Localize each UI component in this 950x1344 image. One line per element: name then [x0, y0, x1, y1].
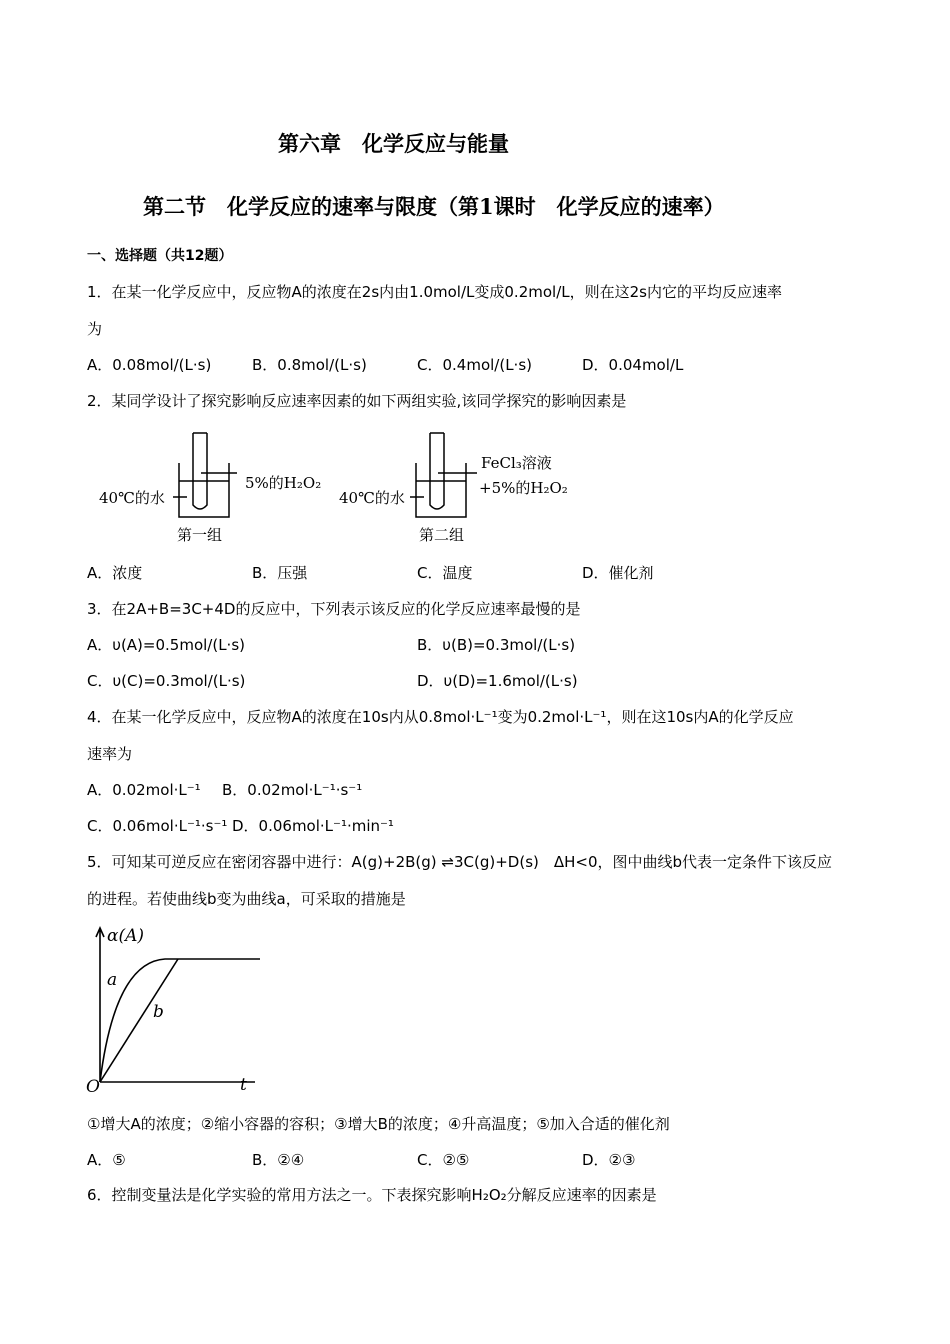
q5-stem: 5．可知某可逆反应在密闭容器中进行：A(g)+2B(g) ⇌3C(g)+D(s) ΔH<0，图中曲线b代表一定条件下该反应 — [87, 853, 833, 871]
q4-option-d: D．0.06mol·L⁻¹·min⁻¹ — [232, 817, 394, 835]
q3-option-c: C．υ(C)=0.3mol/(L·s) — [87, 672, 246, 690]
q2-option-c: C．温度 — [417, 564, 473, 582]
label-water-1: 40℃的水 — [99, 489, 165, 507]
label-group-1: 第一组 — [177, 526, 223, 544]
q5-option-b: B．②④ — [252, 1151, 305, 1169]
q5-option-a: A．⑤ — [87, 1151, 126, 1169]
q1-option-c: C．0.4mol/(L·s) — [417, 356, 532, 374]
curve-b-label: b — [153, 1002, 164, 1022]
label-water-2: 40℃的水 — [339, 489, 405, 507]
q4-option-c: C．0.06mol·L⁻¹·s⁻¹ — [87, 817, 228, 835]
q4-stem-cont: 速率为 — [87, 745, 133, 763]
conversion-time-graph — [85, 922, 270, 1097]
x-axis-label: t — [240, 1075, 247, 1095]
q1-option-a: A．0.08mol/(L·s) — [87, 356, 212, 374]
q1-stem-cont: 为 — [87, 320, 103, 338]
q4-stem: 4．在某一化学反应中，反应物A的浓度在10s内从0.8mol·L⁻¹变为0.2mol·L⁻¹，则在这10s内A的化学反应 — [87, 708, 794, 726]
q2-option-a: A．浓度 — [87, 564, 143, 582]
label-reagent-2b: +5%的H₂O₂ — [479, 479, 568, 497]
q2-option-b: B．压强 — [252, 564, 308, 582]
label-reagent-1: 5%的H₂O₂ — [245, 474, 322, 492]
q1-option-d: D．0.04mol/L — [582, 356, 684, 374]
q5-option-d: D．②③ — [582, 1151, 636, 1169]
q1-option-b: B．0.8mol/(L·s) — [252, 356, 367, 374]
experiment-figure — [95, 425, 575, 550]
q3-option-d: D．υ(D)=1.6mol/(L·s) — [417, 672, 578, 690]
q1-stem: 1．在某一化学反应中，反应物A的浓度在2s内由1.0mol/L变成0.2mol/L，则在这2s内它的平均反应速率 — [87, 283, 782, 301]
label-reagent-2a: FeCl₃溶液 — [481, 454, 552, 472]
curve-a — [100, 959, 260, 1082]
q3-option-b: B．υ(B)=0.3mol/(L·s) — [417, 636, 576, 654]
label-group-2: 第二组 — [419, 526, 465, 544]
q3-option-a: A．υ(A)=0.5mol/(L·s) — [87, 636, 245, 654]
curve-a-label: a — [107, 970, 118, 990]
q4-option-a: A．0.02mol·L⁻¹ — [87, 781, 201, 799]
q4-option-b: B．0.02mol·L⁻¹·s⁻¹ — [222, 781, 363, 799]
origin-label: O — [86, 1077, 100, 1097]
part-heading: 一、选择题（共12题） — [87, 248, 233, 264]
q2-option-d: D．催化剂 — [582, 564, 654, 582]
y-axis-label: α(A) — [107, 926, 145, 946]
section-title: 第二节 化学反应的速率与限度（第1课时 化学反应的速率） — [143, 194, 725, 219]
q3-stem: 3．在2A+B=3C+4D的反应中，下列表示该反应的化学反应速率最慢的是 — [87, 600, 581, 618]
q2-stem: 2．某同学设计了探究影响反应速率因素的如下两组实验,该同学探究的影响因素是 — [87, 392, 627, 410]
chapter-title: 第六章 化学反应与能量 — [278, 131, 509, 156]
q5-measures: ①增大A的浓度；②缩小容器的容积；③增大B的浓度；④升高温度；⑤加入合适的催化剂 — [87, 1115, 670, 1133]
q6-stem: 6．控制变量法是化学实验的常用方法之一。下表探究影响H₂O₂分解反应速率的因素是 — [87, 1186, 657, 1204]
q5-option-c: C．②⑤ — [417, 1151, 470, 1169]
q5-stem-cont: 的进程。若使曲线b变为曲线a，可采取的措施是 — [87, 890, 406, 908]
